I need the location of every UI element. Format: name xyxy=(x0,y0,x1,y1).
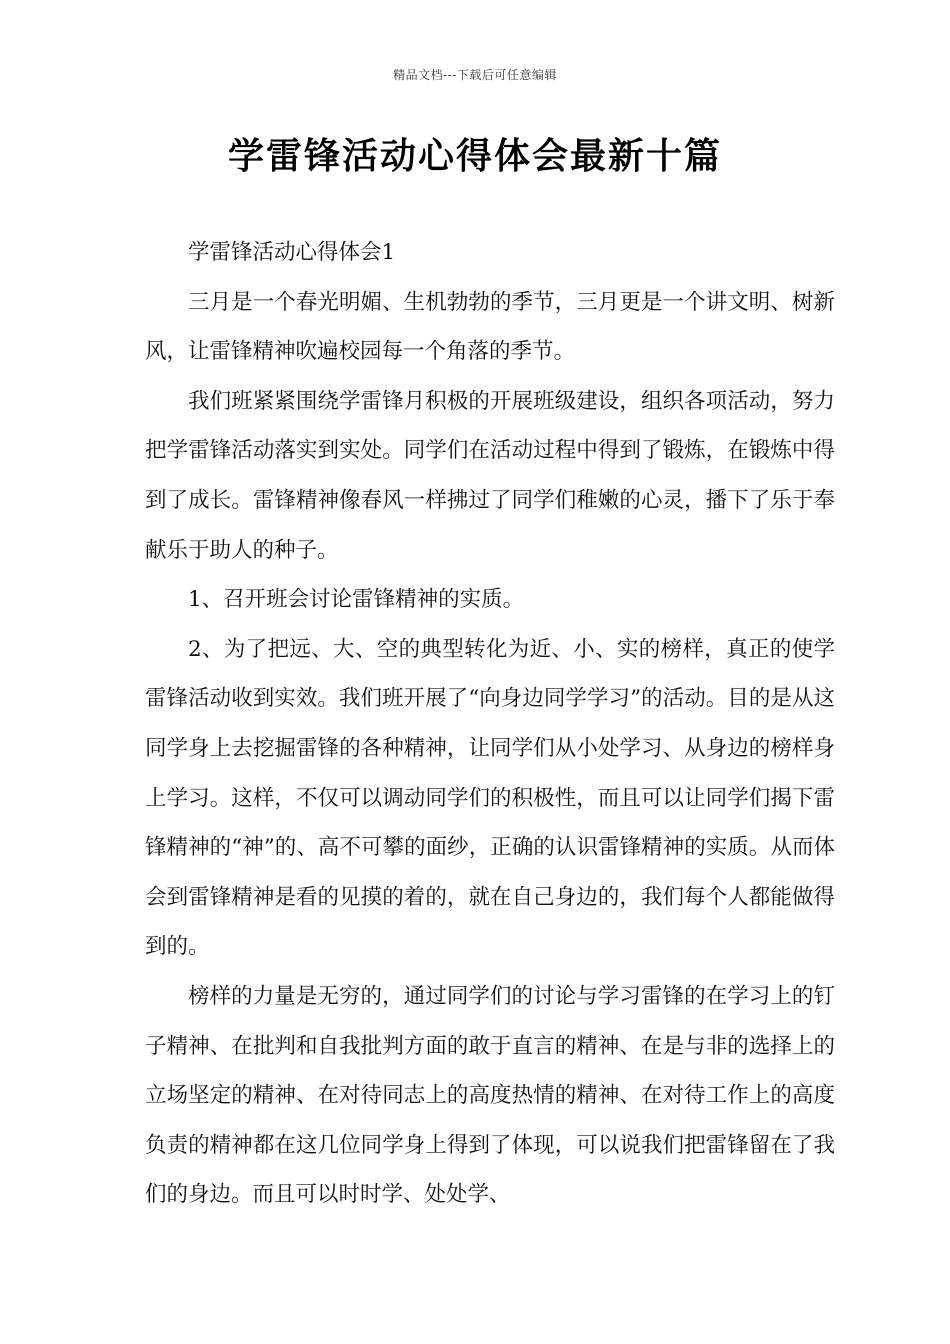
paragraph: 我们班紧紧围绕学雷锋月积极的开展班级建设，组织各项活动，努力把学雷锋活动落实到实处。同学们在活动过程中得到了锻炼，在锻炼中得到了成长。雷锋精神像春风一样拂过了同学们稚嫩的心灵，播下了乐于奉献乐于助人的种子。 xyxy=(145,388,835,563)
paragraph: 榜样的力量是无穷的，通过同学们的讨论与学习雷锋的在学习上的钉子精神、在批判和自我批判方面的敢于直言的精神、在是与非的选择上的立场坚定的精神、在对待同志上的高度热情的精神、在对待工作上的高度负责的精神都在这几位同学身上得到了体现，可以说我们把雷锋留在了我们的身边。而且可以时时学、处处学、 xyxy=(145,983,835,1208)
paragraph: 三月是一个春光明媚、生机勃勃的季节，三月更是一个讲文明、树新风，让雷锋精神吹遍校园每一个角落的季节。 xyxy=(145,289,835,365)
paragraph: 2、为了把远、大、空的典型转化为近、小、实的榜样，真正的使学雷锋活动收到实效。我们班开展了“向身边同学学习”的活动。目的是从这同学身上去挖掘雷锋的各种精神，让同学们从小处学习、从身边的榜样身上学习。这样，不仅可以调动同学们的积极性，而且可以让同学们揭下雷锋精神的“神”的、高不可攀的面纱，正确的认识雷锋精神的实质。从而体会到雷锋精神是看的见摸的着的，就在自己身边的，我们每个人都能做得到的。 xyxy=(145,636,835,960)
document-title: 学雷锋活动心得体会最新十篇 xyxy=(227,136,722,177)
header-note: 精品文档---下载后可任意编辑 xyxy=(393,68,557,82)
document-body xyxy=(145,228,835,1220)
section-heading: 学雷锋活动心得体会1 xyxy=(188,240,396,265)
paragraph: 1、召开班会讨论雷锋精神的实质。 xyxy=(188,587,525,613)
